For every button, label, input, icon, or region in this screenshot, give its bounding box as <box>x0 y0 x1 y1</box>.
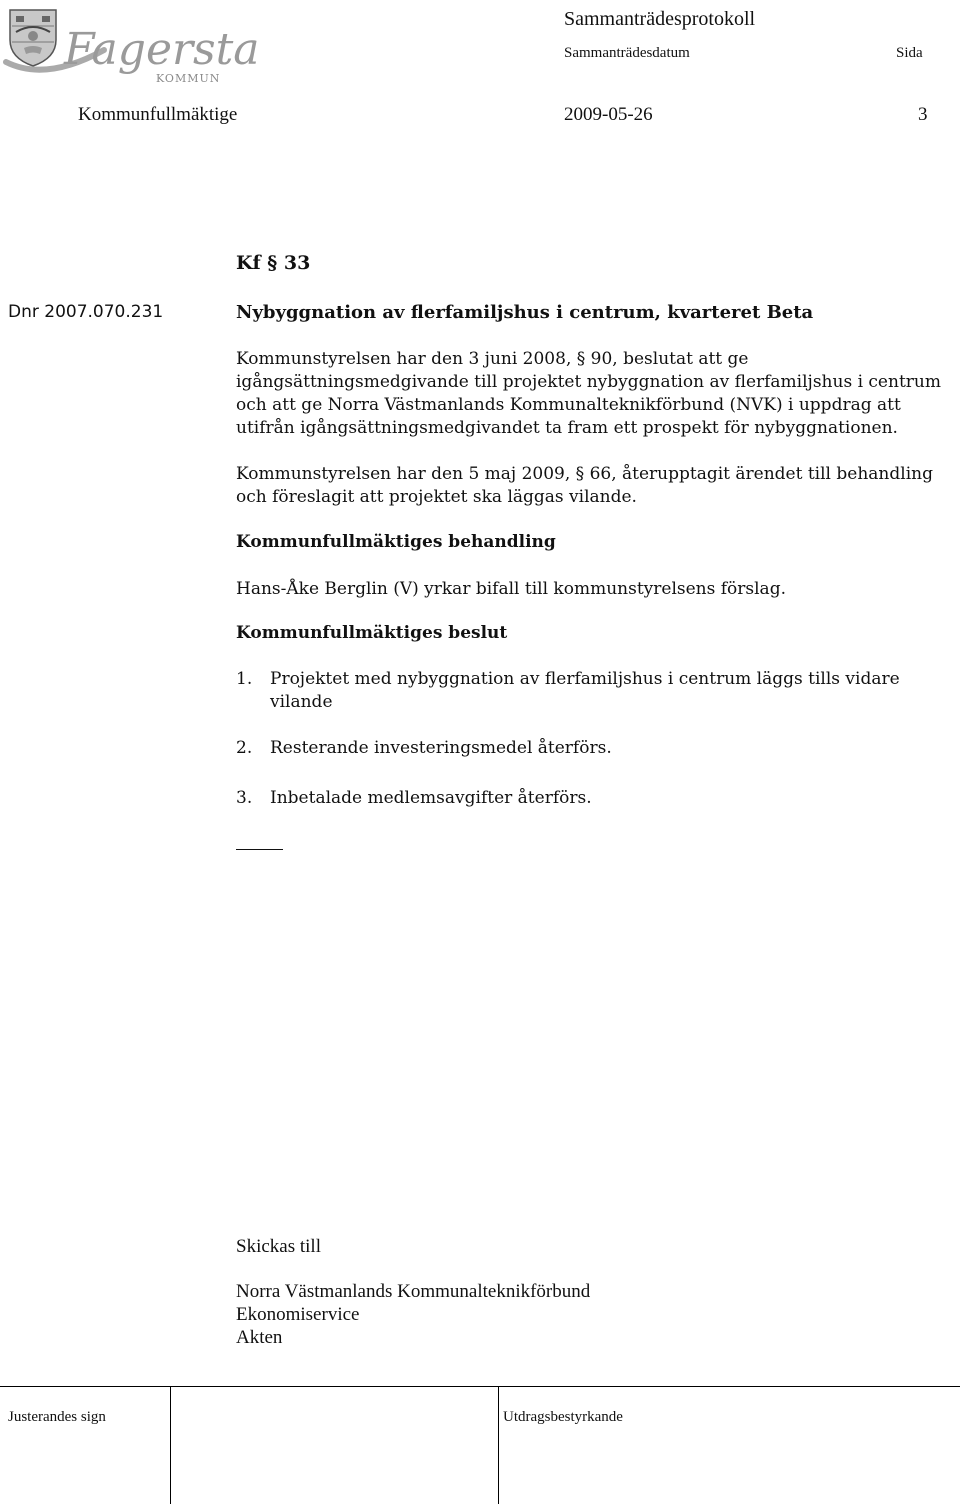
recipient: Akten <box>236 1327 283 1348</box>
logo-subtext: KOMMUN <box>156 72 221 85</box>
footer-divider <box>170 1387 171 1504</box>
background-paragraph: Kommunstyrelsen har den 5 maj 2009, § 66, återupptagit ärendet till behandling och föreslagit att projektet ska läggas vilande. <box>236 464 933 507</box>
paragraph-number: Kf § 33 <box>236 252 311 274</box>
handling-text: Hans-Åke Berglin (V) yrkar bifall till kommunstyrelsens förslag. <box>236 579 786 599</box>
registration-number: Dnr 2007.070.231 <box>8 302 164 322</box>
meeting-date-label: Sammanträdesdatum <box>564 45 690 61</box>
adjuster-signature-label: Justerandes sign <box>8 1409 106 1425</box>
logo-wordmark: Fagersta <box>64 24 260 75</box>
coat-of-arms-icon <box>6 4 260 86</box>
section-end-rule <box>236 849 283 850</box>
page-number: 3 <box>918 104 928 125</box>
meeting-date: 2009-05-26 <box>564 104 653 125</box>
document-type: Sammanträdesprotokoll <box>564 8 756 30</box>
decision-item-text: Inbetalade medlemsavgifter återförs. <box>270 788 592 808</box>
page-label: Sida <box>896 45 923 61</box>
decision-item-number: 1. <box>236 669 253 689</box>
decision-item-number: 3. <box>236 788 253 808</box>
handling-heading: Kommunfullmäktiges behandling <box>236 532 556 552</box>
decision-heading: Kommunfullmäktiges beslut <box>236 623 508 643</box>
fagersta-logo <box>6 4 260 86</box>
recipient-list <box>236 1280 590 1349</box>
extract-certification-label: Utdragsbestyrkande <box>503 1409 623 1425</box>
footer-divider <box>498 1387 499 1504</box>
signature-footer <box>0 1386 960 1505</box>
recipient: Norra Västmanlands Kommunalteknikförbund <box>236 1281 591 1302</box>
decision-item-text: Resterande investeringsmedel återförs. <box>270 738 612 758</box>
assembly-name: Kommunfullmäktige <box>78 104 238 125</box>
decision-item-text: Projektet med nybyggnation av flerfamiljshus i centrum läggs tills vidare vilande <box>270 669 900 712</box>
background-paragraph: Kommunstyrelsen har den 3 juni 2008, § 90, beslutat att ge igångsättningsmedgivande till projektet nybyggnation av flerfamiljshus i centrum och att ge Norra Västmanlands Kommunalteknikförbund (NVK) i uppdrag att utifrån igångsättningsmedgivandet ta fram ett prospekt för nybyggnationen. <box>236 349 941 438</box>
item-heading: Nybyggnation av flerfamiljshus i centrum, kvarteret Beta <box>236 302 814 323</box>
distribution-label: Skickas till <box>236 1236 321 1257</box>
decision-item-number: 2. <box>236 738 253 758</box>
recipient: Ekonomiservice <box>236 1304 360 1325</box>
